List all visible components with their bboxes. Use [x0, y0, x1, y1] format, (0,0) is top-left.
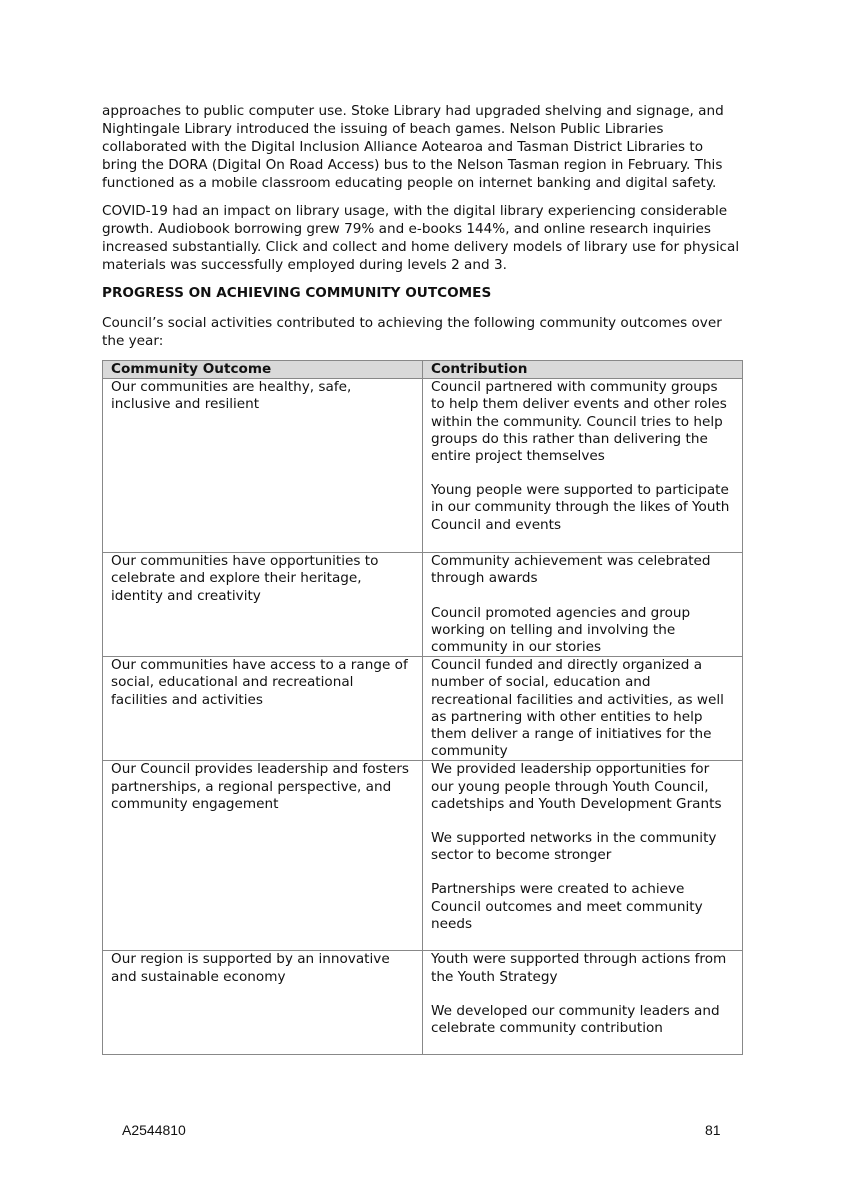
contribution-text: Community achievement was celebrated through awards — [431, 553, 711, 587]
outcome-cell: Our region is supported by an innovative and sustainable economy — [103, 951, 423, 1055]
contribution-text: Partnerships were created to achieve Council outcomes and meet community needs — [431, 881, 703, 932]
contribution-cell — [423, 951, 743, 1055]
contribution-cell — [423, 553, 743, 657]
section-heading: PROGRESS ON ACHIEVING COMMUNITY OUTCOMES — [102, 285, 492, 301]
table-row — [103, 657, 743, 761]
document-reference: A2544810 — [122, 1122, 186, 1138]
contribution-text: We developed our community leaders and celebrate community contribution — [431, 1002, 720, 1037]
outcome-cell: Our communities have opportunities to celebrate and explore their heritage, identity and creativity — [103, 553, 423, 657]
community-outcomes-table — [102, 360, 743, 1055]
body-paragraph: COVID-19 had an impact on library usage, with the digital library experiencing considerable growth. Audiobook borrowing grew 79% and e-books 144%, and online research inquiries increased substantially. Click and collect and home delivery models of library use for physical materials was successfully employed during levels 2 and 3. — [102, 203, 740, 273]
contribution-text: Young people were supported to participate in our community through the likes of Youth Council and events — [431, 482, 730, 533]
intro-paragraph: Council’s social activities contributed to achieving the following community outcomes over the year: — [102, 315, 722, 349]
body-paragraph: approaches to public computer use. Stoke Library had upgraded shelving and signage, and Nightingale Library introduced the issuing of beach games. Nelson Public Libraries collaborated with the Digital Inclusion Alliance Aotearoa and Tasman District Libraries to bring the DORA (Digital On Road Access) bus to the Nelson Tasman region in February. This functioned as a mobile classroom educating people on internet banking and digital safety. — [102, 103, 724, 191]
contribution-cell — [423, 657, 743, 761]
table-row — [103, 379, 743, 553]
page-number: 81 — [705, 1122, 721, 1138]
contribution-text: We supported networks in the community sector to become stronger — [431, 830, 717, 864]
page-content — [102, 102, 742, 1055]
outcome-cell: Our Council provides leadership and fosters partnerships, a regional perspective, and community engagement — [103, 761, 423, 951]
contribution-text: Youth were supported through actions from the Youth Strategy — [431, 951, 727, 985]
contribution-text: Council promoted agencies and group working on telling and involving the community in our stories — [431, 604, 691, 656]
outcome-cell: Our communities are healthy, safe, inclusive and resilient — [103, 379, 423, 553]
contribution-text: Council partnered with community groups to help them deliver events and other roles within the community. Council tries to help groups do this rather than delivering the entire project themselves — [431, 379, 727, 465]
header-contribution: Contribution — [423, 361, 743, 379]
header-community-outcome: Community Outcome — [103, 361, 423, 379]
table-row — [103, 553, 743, 657]
contribution-text: Council funded and directly organized a number of social, education and recreational facilities and activities, as well as partnering with other entities to help them deliver a range of initiatives for the community — [431, 657, 724, 760]
contribution-text: We provided leadership opportunities for our young people through Youth Council, cadetships and Youth Development Grants — [431, 761, 722, 812]
contribution-cell — [423, 379, 743, 553]
outcome-cell: Our communities have access to a range of social, educational and recreational facilities and activities — [103, 657, 423, 761]
contribution-cell — [423, 761, 743, 951]
table-row — [103, 761, 743, 951]
table-header-row — [103, 361, 743, 379]
table-row — [103, 951, 743, 1055]
